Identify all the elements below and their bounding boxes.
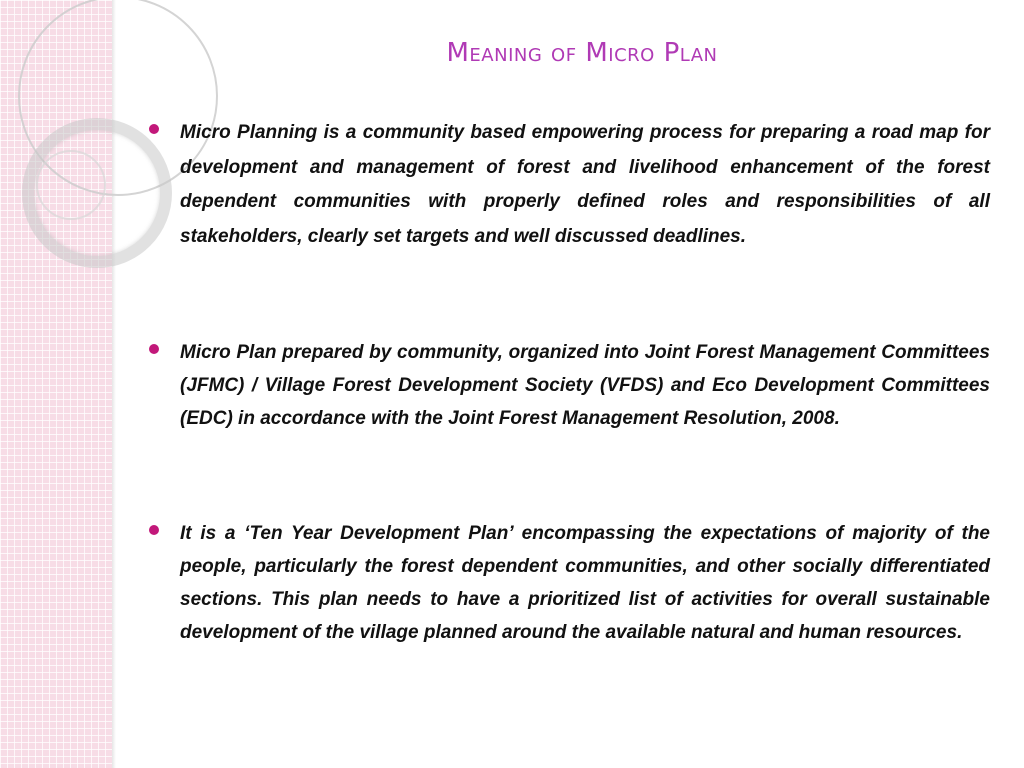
bullet-text: It is a ‘Ten Year Development Plan’ encompassing the expectations of majority of the people, particularly the forest dependent communities, and other socially differentiated sections. This plan needs to have a prioritized list of activities for overall sustainable development of the village planned around the available natural and human resources. (180, 523, 990, 643)
bullet-dot-icon (149, 525, 159, 535)
bullet-dot-icon (149, 124, 159, 134)
bullet-item-ten-year-plan (148, 517, 990, 649)
bullet-item-definition (148, 116, 990, 254)
bullet-text: Micro Planning is a community based empowering process for preparing a road map for development and management of forest and livelihood enhancement of the forest dependent communities with properly defined roles and responsibilities of all stakeholders, clearly set targets and well discussed deadlines. (180, 122, 990, 247)
bullet-text: Micro Plan prepared by community, organized into Joint Forest Management Committees (JFMC) / Village Forest Development Society (VFDS) and Eco Development Committees (EDC) in accordance with the Joint Forest Management Resolution, 2008. (180, 342, 990, 429)
bullet-dot-icon (149, 344, 159, 354)
decorative-ring-small (36, 150, 106, 220)
bullet-item-preparation (148, 336, 990, 435)
slide-title: Meaning of Micro Plan (446, 38, 718, 68)
